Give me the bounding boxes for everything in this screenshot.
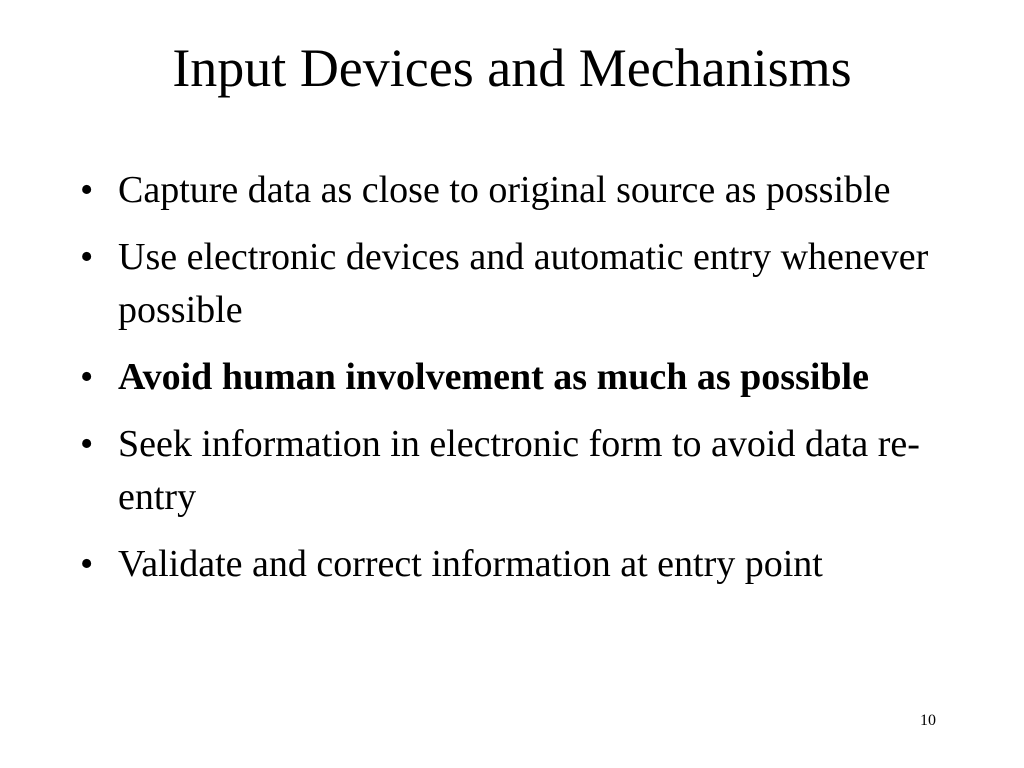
bullet-text: Avoid human involvement as much as possible [118, 356, 869, 398]
bullet-item-validate-correct [80, 538, 950, 591]
bullet-icon: • [80, 169, 94, 211]
slide-number: 10 [920, 712, 936, 729]
bullet-text: Validate and correct information at entry point [118, 543, 823, 585]
bullet-item-electronic-devices [80, 231, 950, 337]
bullet-item-capture-data [80, 164, 950, 217]
bullet-text: Capture data as close to original source as possible [118, 169, 891, 211]
bullet-list [80, 164, 950, 605]
bullet-text: Use electronic devices and automatic entry whenever possible [118, 236, 929, 331]
bullet-icon: • [80, 356, 94, 398]
bullet-item-avoid-human-involvement [80, 351, 950, 404]
bullet-text: Seek information in electronic form to avoid data re-entry [118, 423, 920, 518]
bullet-icon: • [80, 543, 94, 585]
bullet-item-electronic-form [80, 418, 950, 524]
bullet-icon: • [80, 236, 94, 278]
slide-title: Input Devices and Mechanisms [172, 38, 852, 98]
bullet-icon: • [80, 423, 94, 465]
